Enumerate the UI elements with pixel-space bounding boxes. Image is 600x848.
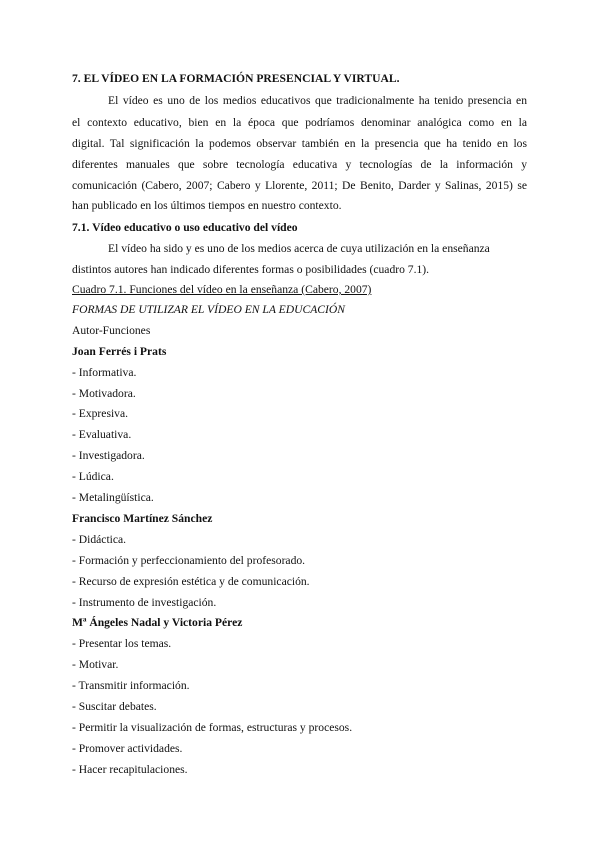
function-item: - Presentar los temas. — [72, 637, 172, 650]
function-item: - Expresiva. — [72, 407, 129, 420]
function-item: - Instrumento de investigación. — [72, 596, 217, 609]
function-item: - Motivar. — [72, 658, 119, 671]
function-item: - Hacer recapitulaciones. — [72, 763, 188, 776]
section-title: 7. EL VÍDEO EN LA FORMACIÓN PRESENCIAL Y VIRTUAL. — [72, 72, 400, 85]
paragraph-line: El vídeo es uno de los medios educativos que tradicionalmente ha tenido presencia en — [108, 94, 527, 107]
author-name: Joan Ferrés i Prats — [72, 345, 167, 358]
function-item: - Metalingüística. — [72, 491, 154, 504]
function-item: - Informativa. — [72, 366, 137, 379]
function-item: - Permitir la visualización de formas, estructuras y procesos. — [72, 721, 353, 734]
paragraph-line: El vídeo ha sido y es uno de los medios acerca de cuya utilización en la enseñanza — [108, 242, 490, 255]
function-item: - Investigadora. — [72, 449, 145, 462]
function-item: - Evaluativa. — [72, 428, 132, 441]
table-caption: Cuadro 7.1. Funciones del vídeo en la enseñanza (Cabero, 2007) — [72, 283, 372, 296]
function-item: - Recurso de expresión estética y de comunicación. — [72, 575, 310, 588]
paragraph-line: diferentes manuales que sobre tecnología educativa y tecnologías de la información y — [72, 158, 527, 171]
paragraph-line: el contexto educativo, bien en la época que podríamos denominar analógica como en la — [72, 116, 527, 129]
paragraph-line: han publicado en los últimos tiempos en nuestro contexto. — [72, 199, 342, 212]
author-name: Francisco Martínez Sánchez — [72, 512, 213, 525]
function-item: - Lúdica. — [72, 470, 114, 483]
paragraph-line: digital. Tal significación la podemos observar también en la presencia que ha tenido en los — [72, 137, 527, 150]
function-item: - Didáctica. — [72, 533, 127, 546]
subsection-title: 7.1. Vídeo educativo o uso educativo del vídeo — [72, 221, 298, 234]
author-name: Mª Ángeles Nadal y Victoria Pérez — [72, 616, 243, 629]
paragraph-line: comunicación (Cabero, 2007; Cabero y Llorente, 2011; De Benito, Darder y Salinas, 2015) se — [72, 179, 527, 192]
function-item: - Transmitir información. — [72, 679, 190, 692]
function-item: - Formación y perfeccionamiento del profesorado. — [72, 554, 306, 567]
function-item: - Promover actividades. — [72, 742, 183, 755]
table-subheading: Autor-Funciones — [72, 324, 151, 337]
table-heading: FORMAS DE UTILIZAR EL VÍDEO EN LA EDUCACIÓN — [72, 303, 345, 316]
function-item: - Suscitar debates. — [72, 700, 157, 713]
function-item: - Motivadora. — [72, 387, 136, 400]
paragraph-line: distintos autores han indicado diferentes formas o posibilidades (cuadro 7.1). — [72, 263, 430, 276]
